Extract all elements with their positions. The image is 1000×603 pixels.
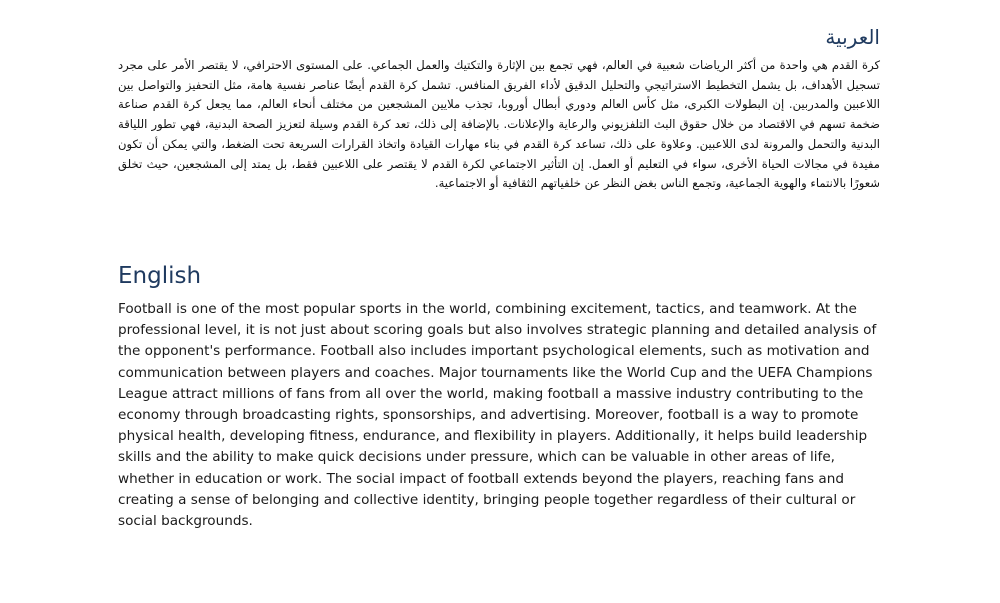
arabic-paragraph: كرة القدم هي واحدة من أكثر الرياضات شعبية في العالم، فهي تجمع بين الإثارة والتكتيك والعمل الجماعي. على المستوى الاحترافي، لا يقتصر الأمر على مجرد تسجيل الأهداف، بل يشمل التخطيط الاستراتيجي والتحليل الدقيق لأداء الفريق المنافس. تشمل كرة القدم أيضًا عناصر نفسية هامة، مثل التحفيز والتواصل بين اللاعبين والمدربين. إن البطولات الكبرى، مثل كأس العالم ودوري أبطال أوروبا، تجذب ملايين المشجعين من مختلف أنحاء العالم، مما يجعل كرة القدم صناعة ضخمة تسهم في الاقتصاد من خلال حقوق البث التلفزيوني والرعاية والإعلانات. بالإضافة إلى ذلك، تعد كرة القدم وسيلة لتعزيز الصحة البدنية، فهي تطور اللياقة البدنية والتحمل والمرونة لدى اللاعبين. وعلاوة على ذلك، تساعد كرة القدم في بناء مهارات القيادة واتخاذ القرارات السريعة تحت الضغط، والتي يمكن أن تكون مفيدة في مجالات الحياة الأخرى، سواء في التعليم أو العمل. إن التأثير الاجتماعي لكرة القدم لا يقتصر على اللاعبين فقط، بل يمتد إلى المشجعين، حيث تخلق شعورًا بالانتماء والهوية الجماعية، وتجمع الناس بغض النظر عن خلفياتهم الثقافية أو الاجتماعية.	[118, 58, 880, 191]
arabic-section	[118, 22, 880, 194]
english-section	[118, 259, 882, 532]
arabic-heading: العربية	[825, 25, 880, 49]
english-paragraph: Football is one of the most popular sports in the world, combining excitement, tactics, and teamwork. At the professional level, it is not just about scoring goals but also involves strategic planning and detailed analysis of the opponent's performance. Football also includes important psychological elements, such as motivation and communication between players and coaches. Major tournaments like the World Cup and the UEFA Champions League attract millions of fans from all over the world, making football a massive industry contributing to the economy through broadcasting rights, sponsorships, and advertising. Moreover, football is a way to promote physical health, developing fitness, endurance, and flexibility in players. Additionally, it helps build leadership skills and the ability to make quick decisions under pressure, which can be valuable in other areas of life, whether in education or work. The social impact of football extends beyond the players, reaching fans and creating a sense of belonging and collective identity, bringing people together regardless of their cultural or social backgrounds.	[118, 301, 877, 530]
english-heading: English	[118, 263, 202, 289]
